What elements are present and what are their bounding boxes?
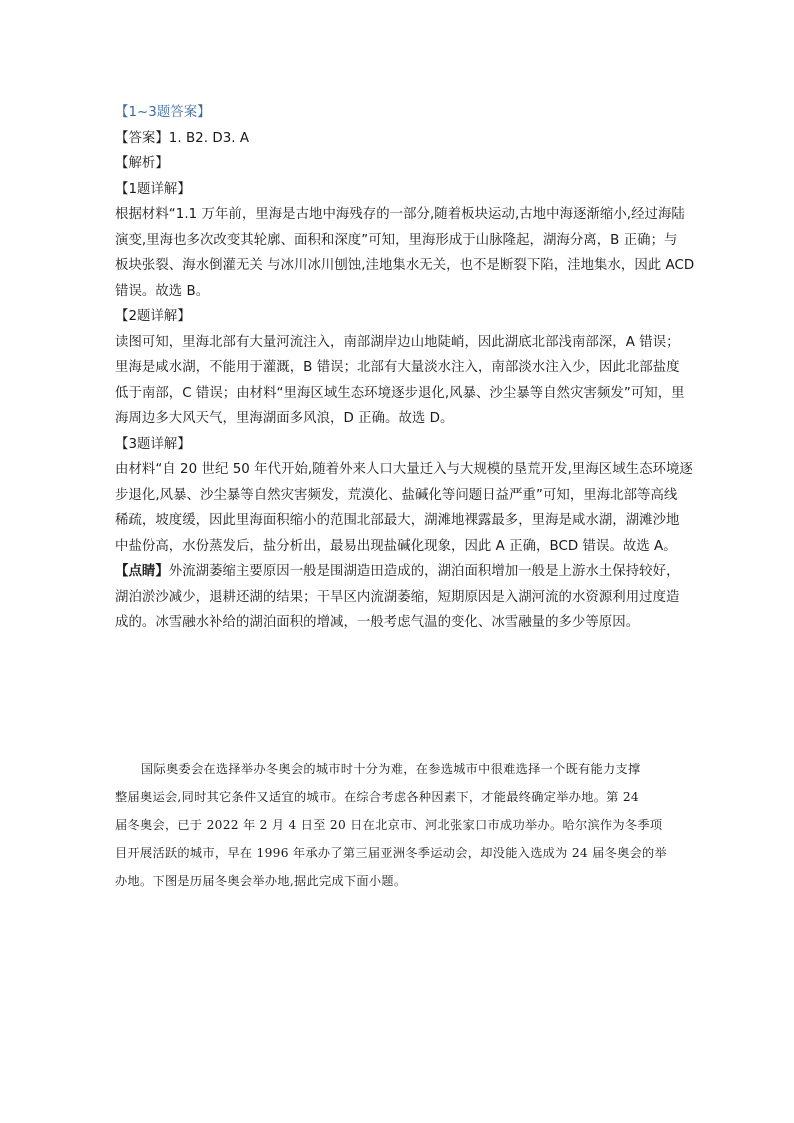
q1-line: 板块张裂、海水倒灌无关 与冰川冰川刨蚀,洼地集水无关，也不是断裂下陷，洼地集水，因此 ACD	[115, 258, 695, 273]
q1-line: 演变,里海也多次改变其轮廓、面积和深度”可知，里海形成于山脉隆起，湖海分离，B 正确；与	[115, 232, 678, 248]
q2-line: 里海是咸水湖，不能用于灌溉，B 错误；北部有大量淡水注入，南部淡水注入少，因此北部盐度	[115, 360, 680, 375]
q2-title: 【2题详解】	[115, 309, 191, 324]
q3-title: 【3题详解】	[115, 436, 191, 452]
passage-line: 国际奥委会在选择举办冬奥会的城市时十分为难，在参选城市中很难选择一个既有能力支撑	[141, 762, 641, 776]
q1-title: 【1题详解】	[115, 181, 191, 197]
q1-line: 根据材料“1.1 万年前，里海是古地中海残存的一部分,随着板块运动,古地中海逐渐缩小,经过海陆	[115, 207, 685, 222]
q3-line: 稀疏，坡度缓，因此里海面积缩小的范围北部最大，湖滩地裸露最多，里海是咸水湖，湖滩沙地	[115, 513, 680, 528]
q2-line: 海周边多大风天气，里海湖面多风浪，D 正确。故选 D。	[115, 411, 454, 426]
tips-label: 【点睛】	[115, 564, 169, 579]
passage-section	[115, 755, 705, 895]
q2-line: 低于南部，C 错误；由材料“里海区域生态环境逐步退化,风暴、沙尘暴等自然灾害频发”可知，里	[115, 385, 685, 401]
question-range-label: 【1~3题答案】	[115, 105, 211, 120]
tips-line: 湖泊淤沙减少，退耕还湖的结果；干旱区内流湖萎缩，短期原因是入湖河流的水资源利用过度造	[115, 589, 680, 605]
analysis-label: 【解析】	[115, 156, 169, 171]
tips-line	[115, 559, 705, 585]
answer-line: 【答案】1. B2. D3. A	[115, 130, 250, 146]
answer-section	[115, 100, 705, 636]
q3-line: 由材料“自 20 世纪 50 年代开始,随着外来人口大量迁入与大规模的垦荒开发,里海区域生态环境逐	[115, 462, 693, 477]
passage-line: 办地。下图是历届冬奥会举办地,据此完成下面小题。	[115, 874, 407, 888]
q1-line: 错误。故选 B。	[115, 283, 210, 299]
tips-text: 外流湖萎缩主要原因一般是围湖造田造成的，湖泊面积增加一般是上游水土保持较好，	[168, 564, 680, 579]
q3-line: 中盐份高，水份蒸发后，盐分析出，最易出现盐碱化现象，因此 A 正确，BCD 错误。故选 A。	[115, 538, 677, 554]
tips-line: 成的。冰雪融水补给的湖泊面积的增减，一般考虑气温的变化、冰雪融量的多少等原因。	[115, 615, 640, 630]
passage-line: 目开展活跃的城市，早在 1996 年承办了第三届亚洲冬季运动会，却没能入选成为 24 届冬奥会的举	[115, 846, 668, 860]
passage-line: 届冬奥会，已于 2022 年 2 月 4 日至 20 日在北京市、河北张家口市成功举办。哈尔滨作为冬季项	[115, 818, 663, 832]
passage-line: 整届奥运会,同时其它条件又适宜的城市。在综合考虑各种因素下，才能最终确定举办地。第 24	[115, 790, 639, 804]
q2-line: 读图可知，里海北部有大量河流注入，南部湖岸边山地陡峭，因此湖底北部浅南部深，A 错误；	[115, 334, 680, 350]
q3-line: 步退化,风暴、沙尘暴等自然灾害频发，荒漠化、盐碱化等问题日益严重”可知，里海北部等高线	[115, 487, 678, 503]
